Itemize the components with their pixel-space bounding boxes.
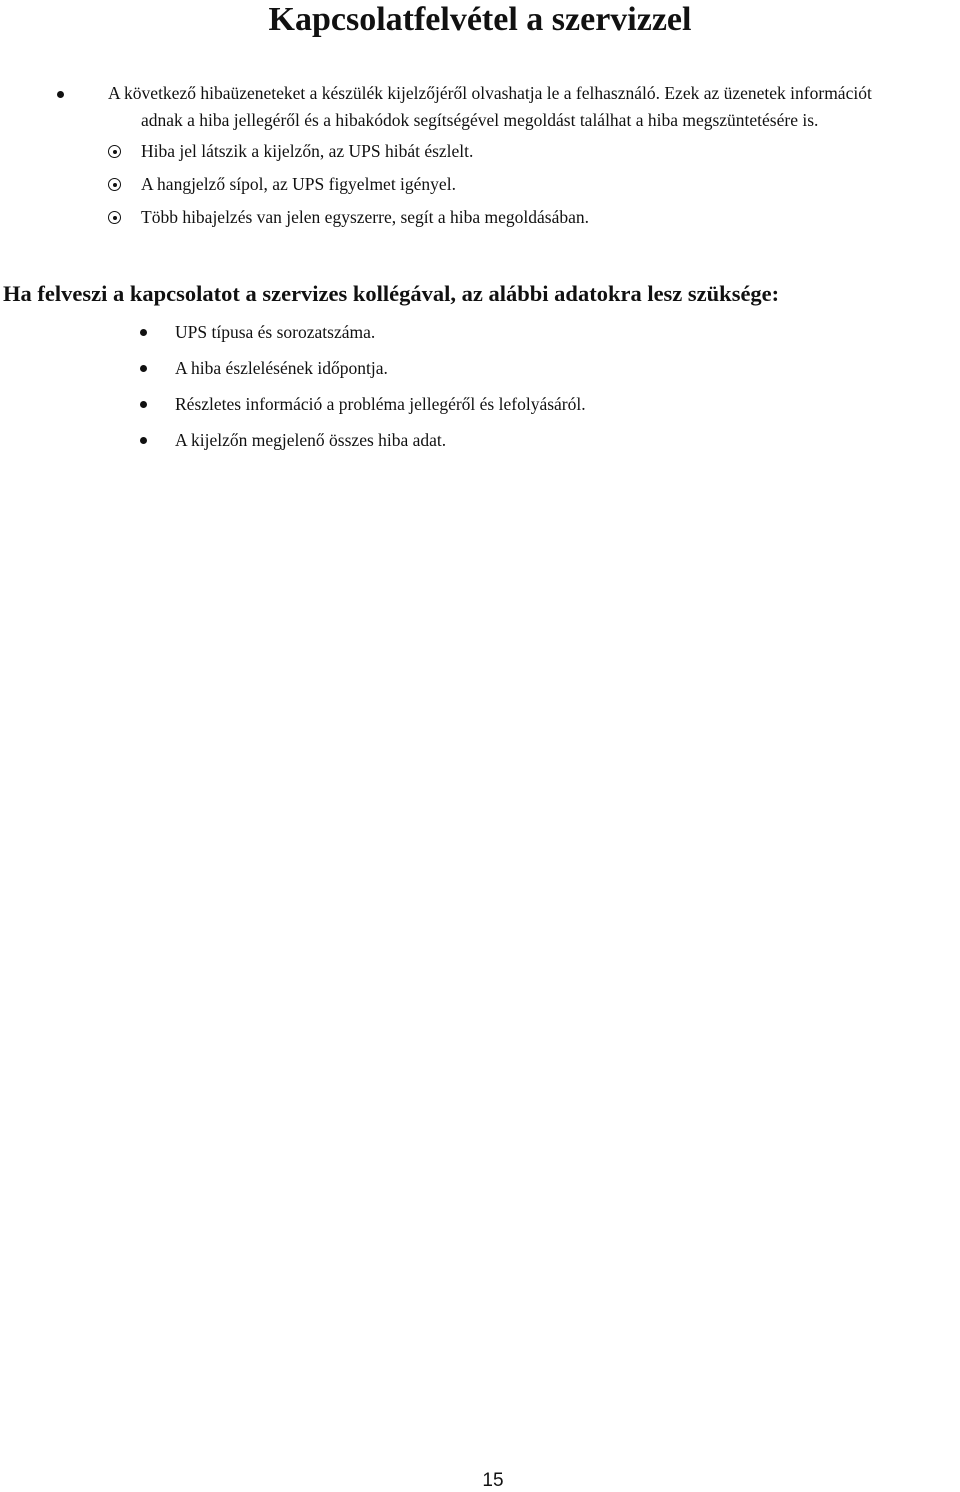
list-item [140, 355, 586, 391]
info-text: UPS típusa és sorozatszáma. [175, 322, 376, 342]
required-info-list [140, 319, 586, 463]
intro-line-2: adnak a hiba jellegéről és a hibakódok segítségével megoldást találhat a hiba megszüntetésére is. [141, 110, 819, 130]
section-heading: Ha felveszi a kapcsolatot a szervizes kollégával, az alábbi adatokra lesz szüksége: [3, 281, 780, 306]
list-item [108, 171, 589, 204]
intro-line-1: A következő hibaüzeneteket a készülék kijelzőjéről olvashatja le a felhasználó. Ezek az üzenetek információt [108, 83, 872, 103]
circle-dot-icon [108, 178, 121, 191]
bullet-icon [140, 329, 147, 336]
circle-dot-icon [108, 145, 121, 158]
list-item [108, 138, 589, 171]
list-item [140, 391, 586, 427]
info-text: A kijelzőn megjelenő összes hiba adat. [175, 430, 447, 450]
bullet-icon [57, 91, 64, 98]
list-item [140, 319, 586, 355]
info-text: A hiba észlelésének időpontja. [175, 358, 388, 378]
bullet-icon [140, 401, 147, 408]
message-text: A hangjelző sípol, az UPS figyelmet igényel. [141, 174, 456, 194]
message-text: Több hibajelzés van jelen egyszerre, segít a hiba megoldásában. [141, 207, 590, 227]
bullet-icon [140, 365, 147, 372]
circle-dot-icon [108, 211, 121, 224]
message-list [108, 138, 589, 237]
list-item [140, 427, 586, 463]
intro-paragraph [108, 80, 958, 134]
page-number: 15 [482, 1470, 504, 1491]
info-text: Részletes információ a probléma jellegéről és lefolyásáról. [175, 394, 586, 414]
bullet-icon [140, 437, 147, 444]
message-text: Hiba jel látszik a kijelzőn, az UPS hibát észlelt. [141, 141, 474, 161]
list-item [108, 204, 589, 237]
page-title: Kapcsolatfelvétel a szervizzel [268, 1, 692, 38]
